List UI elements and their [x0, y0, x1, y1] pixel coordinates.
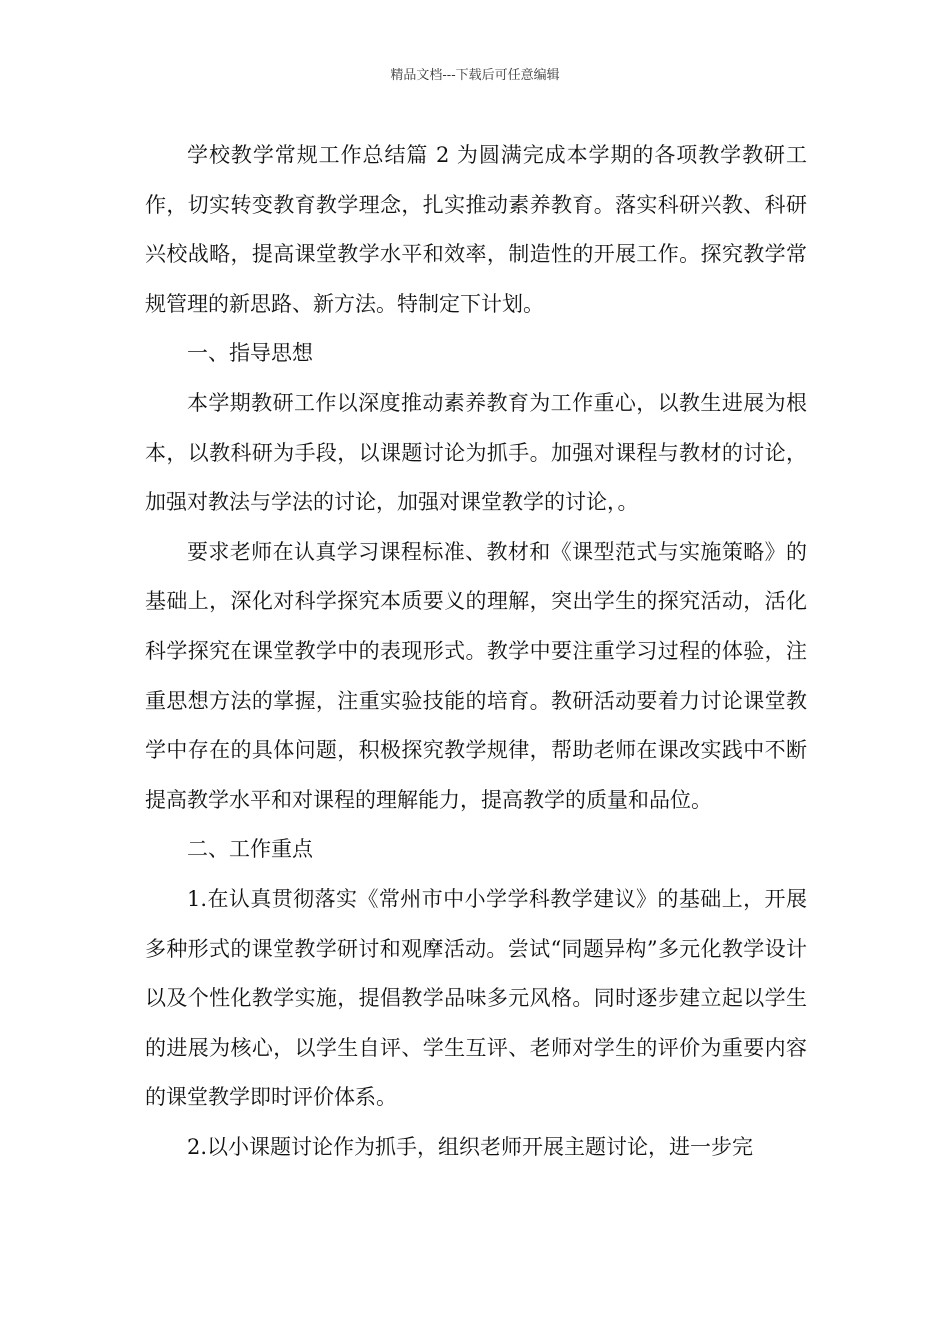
paragraph-work-focus-2: 2.以小课题讨论作为抓手，组织老师开展主题讨论，进一步完: [187, 1134, 754, 1159]
paragraph-teacher-requirements: 要求老师在认真学习课程标准、教材和《课型范式与实施策略》的基础上，深化对科学探究本质要义的理解，突出学生的探究活动，活化科学探究在课堂教学中的表现形式。教学中要注重学习过程的体验，注重思想方法的掌握，注重实验技能的培育。教研活动要着力讨论课堂教学中存在的具体问题，积极探究教学规律，帮助老师在课改实践中不断提高教学水平和对课程的理解能力，提高教学的质量和品位。: [145, 539, 807, 812]
document-body: [145, 131, 807, 1172]
section-heading-work-focus: 二、工作重点: [187, 837, 313, 862]
paragraph-work-focus-1: 1.在认真贯彻落实《常州市中小学学科教学建议》的基础上，开展多种形式的课堂教学研讨和观摩活动。尝试“同题异构”多元化教学设计以及个性化教学实施，提倡教学品味多元风格。同时逐步建立起以学生的进展为核心，以学生自评、学生互评、老师对学生的评价为重要内容的课堂教学即时评价体系。: [145, 886, 807, 1110]
paragraph-intro: 学校教学常规工作总结篇 2 为圆满完成本学期的各项教学教研工作，切实转变教育教学理念，扎实推动素养教育。落实科研兴教、科研兴校战略，提高课堂教学水平和效率，制造性的开展工作。探究教学常规管理的新思路、新方法。特制定下计划。: [145, 143, 807, 316]
page-header: 精品文档---下载后可任意编辑: [390, 68, 560, 83]
section-heading-guiding-thought: 一、指导思想: [187, 341, 313, 366]
paragraph-guiding-thought: 本学期教研工作以深度推动素养教育为工作重心，以教生进展为根本，以教科研为手段，以课题讨论为抓手。加强对课程与教材的讨论，加强对教法与学法的讨论，加强对课堂教学的讨论，。: [145, 390, 807, 515]
